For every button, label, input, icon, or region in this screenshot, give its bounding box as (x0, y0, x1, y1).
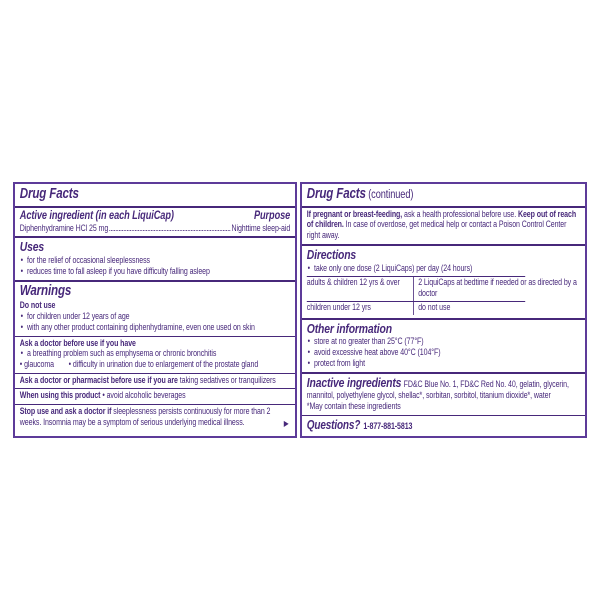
uses-heading: Uses (19, 239, 45, 255)
inactive-ingredients-footnote: *May contain these ingredients (306, 401, 401, 412)
when-using-section (15, 388, 295, 404)
directions-section (302, 244, 585, 318)
ask-doctor-bullet-row (20, 359, 290, 370)
do-not-use-bullet-1: • for children under 12 years of age (20, 311, 290, 322)
ask-doctor-bullet-3: • difficulty in urination due to enlargement of the prostate gland (69, 359, 259, 369)
ask-doctor-bullet-2: • glaucoma (20, 359, 54, 369)
dosage-group-label: children under 12 yrs (306, 301, 371, 312)
active-ingredient-heading: Active ingredient (in each LiquiCap) (19, 209, 174, 222)
other-information-heading: Other information (306, 320, 392, 336)
questions-heading: Questions? (306, 417, 361, 432)
drug-facts-panel-right (300, 182, 587, 438)
directions-bullet: • take only one dose (2 LiquiCaps) per day (24 hours) (307, 263, 580, 274)
stop-use-text: sleeplessness persists continuously for more than 2 weeks. Insomnia may be a symptom of serious underlying medical illness. (19, 406, 271, 427)
dosage-table (307, 276, 580, 314)
dosage-instruction: 2 LiquiCaps at bedtime if needed or as directed by a doctor (413, 276, 580, 300)
ask-pharmacist-text: taking sedatives or tranquilizers (177, 374, 276, 385)
ask-doctor-section (15, 336, 295, 373)
ask-pharmacist-heading: Ask a doctor or pharmacist before use if you are (19, 374, 178, 385)
warnings-heading: Warnings (19, 282, 72, 299)
pregnancy-warning-section (302, 206, 585, 244)
other-info-bullet-2: • avoid excessive heat above 40°C (104°F) (307, 347, 580, 358)
dosage-instruction: do not use (413, 301, 580, 315)
dotted-leader (110, 230, 230, 231)
drug-facts-panel-left (13, 182, 297, 438)
ingredient-name: Diphenhydramine HCl 25 mg (19, 222, 109, 233)
continued-label: (continued) (368, 189, 414, 201)
inactive-ingredients-list: FD&C Blue No. 1, FD&C Red No. 40, gelatin, glycerin, mannitol, polyethylene glycol, shellac*, sorbitan, sorbitol, titanium dioxide*, water (306, 378, 569, 401)
ask-doctor-heading: Ask a doctor before use if you have (19, 337, 136, 348)
stop-use-heading: Stop use and ask a doctor if (19, 406, 112, 417)
warnings-section (15, 280, 295, 336)
purpose-heading: Purpose (253, 209, 291, 222)
dosage-row-children (307, 301, 580, 315)
questions-phone-number: 1-877-881-5813 (363, 420, 413, 431)
continued-arrow-icon: ▶ (283, 418, 289, 428)
drug-facts-heading-continued: Drug Facts (306, 186, 366, 202)
stop-use-section (15, 404, 295, 430)
questions-section (302, 415, 585, 436)
pregnancy-bold-2: Keep out of reach of children. (306, 208, 577, 230)
other-info-bullet-1: • store at no greater than 25°C (77°F) (307, 336, 580, 347)
do-not-use-bullet-2: • with any other product containing diphenhydramine, even one used on skin (20, 322, 290, 333)
ask-doctor-bullet-1: • a breathing problem such as emphysema or chronic bronchitis (20, 348, 290, 359)
uses-bullet-1: • for the relief of occasional sleeplessness (20, 255, 290, 266)
drug-facts-panels (13, 182, 587, 438)
when-using-text: • avoid alcoholic beverages (102, 390, 185, 400)
ask-pharmacist-section (15, 373, 295, 389)
inactive-ingredients-heading: Inactive ingredients (306, 374, 402, 390)
pregnancy-text-1: ask a health professional before use. (402, 208, 518, 219)
dosage-row-adults (307, 276, 580, 300)
directions-heading: Directions (306, 246, 357, 262)
pregnancy-text-2: In case of overdose, get medical help or contact a Poison Control Center right away. (306, 219, 567, 241)
inactive-ingredients-section (302, 372, 585, 415)
other-info-bullet-3: • protect from light (307, 358, 580, 369)
drug-facts-heading: Drug Facts (19, 186, 79, 202)
active-ingredient-section (15, 206, 295, 237)
drug-facts-title-right (302, 184, 585, 206)
dosage-group-label: adults & children 12 yrs & over (306, 277, 400, 288)
purpose-value: Nighttime sleep-aid (231, 222, 291, 233)
do-not-use-heading: Do not use (19, 300, 56, 311)
other-information-section (302, 318, 585, 372)
pregnancy-bold-1: If pregnant or breast-feeding, (306, 208, 403, 219)
uses-bullet-2: • reduces time to fall asleep if you have difficulty falling asleep (20, 266, 290, 277)
uses-section (15, 236, 295, 279)
when-using-heading: When using this product (19, 390, 101, 401)
drug-facts-title-left (15, 184, 295, 206)
